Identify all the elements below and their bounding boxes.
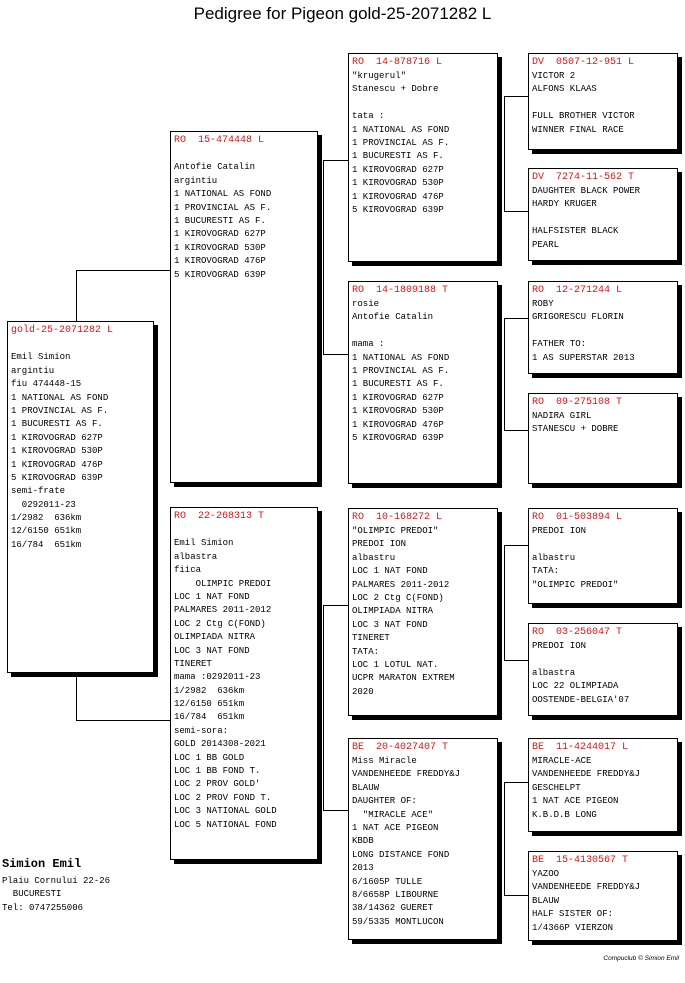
pigeon-card-sire-dam[interactable]: [348, 281, 498, 484]
pedigree-line: HALF SISTER OF:: [532, 909, 614, 920]
pedigree-line: ALFONS KLAAS: [532, 84, 597, 95]
pedigree-line: UCPR MARATON EXTREM: [352, 673, 455, 684]
ring-number: RO 03-256047 T: [532, 627, 623, 638]
pedigree-line: 2013: [352, 863, 374, 874]
pedigree-line: PALMARES 2011-2012: [352, 579, 450, 590]
pigeon-card-ggp-1[interactable]: [528, 53, 678, 150]
pedigree-line: PREDOI ION: [532, 526, 587, 536]
connector-line: [323, 605, 349, 606]
pedigree-line: 1/2982 636km: [11, 513, 82, 524]
pedigree-line: TATA:: [532, 566, 560, 577]
pedigree-line: VICTOR 2: [532, 71, 576, 81]
pedigree-line: 1 BUCURESTI AS F.: [352, 379, 444, 390]
connector-line: [504, 96, 528, 97]
pedigree-line: OLIMPIADA NITRA: [174, 632, 256, 643]
pedigree-line: PREDOI ION: [532, 641, 587, 651]
pedigree-line: LOC 3 NAT FOND: [174, 645, 250, 656]
pedigree-line: LOC 3 NAT FOND: [352, 619, 428, 630]
pedigree-line: semi-frate: [11, 486, 66, 497]
pedigree-line: "OLIMPIC PREDOI": [352, 526, 439, 536]
connector-line: [323, 160, 349, 161]
pedigree-line: PALMARES 2011-2012: [174, 605, 272, 616]
pedigree-line: [352, 97, 494, 110]
pedigree-line: albastru: [352, 552, 396, 563]
connector-line: [504, 660, 528, 661]
pedigree-line: "MIRACLE ACE": [352, 809, 434, 820]
pedigree-line: 1 PROVINCIAL AS F.: [352, 365, 450, 376]
pedigree-line: Stanescu + Dobre: [352, 84, 439, 95]
pedigree-line: 16/784 651km: [11, 539, 82, 550]
pedigree-line: albastra: [532, 667, 576, 678]
pedigree-line: MIRACLE-ACE: [532, 756, 592, 766]
pedigree-line: [532, 97, 674, 110]
pedigree-line: GESCHELPT: [532, 782, 581, 793]
connector-line: [323, 160, 324, 354]
pedigree-line: fiica: [174, 565, 202, 576]
pedigree-line: [352, 325, 494, 338]
pedigree-line: TINERET: [174, 658, 212, 669]
pedigree-line: 1 KIROVOGRAD 476P: [11, 459, 103, 470]
ring-number: gold-25-2071282 L: [11, 325, 114, 336]
connector-line: [504, 96, 505, 211]
pedigree-line: 1 PROVINCIAL AS F.: [11, 405, 109, 416]
pedigree-line: [174, 524, 314, 537]
pedigree-line: mama :0292011-23: [174, 672, 261, 683]
pedigree-line: VANDENHEEDE FREDDY&J: [532, 882, 641, 893]
pedigree-line: 1 KIROVOGRAD 627P: [11, 432, 103, 443]
pedigree-line: GOLD 2014308-2021: [174, 739, 266, 750]
ring-number: RO 12-271244 L: [532, 285, 623, 296]
pedigree-line: LOC 1 LOTUL NAT.: [352, 659, 439, 670]
pedigree-line: 1 NAT ACE PIGEON: [352, 822, 439, 833]
ring-number: RO 01-503894 L: [532, 512, 623, 523]
pedigree-line: PREDOI ION: [352, 539, 407, 550]
pedigree-line: 12/6150 651km: [174, 699, 245, 710]
pedigree-line: 1 BUCURESTI AS F.: [352, 151, 444, 162]
pedigree-line: OOSTENDE-BELGIA'07: [532, 694, 630, 705]
pedigree-line: OLIMPIC PREDOI: [174, 578, 272, 589]
pedigree-line: 1 KIROVOGRAD 627P: [352, 392, 444, 403]
pedigree-line: "krugerul": [352, 71, 407, 81]
pedigree-line: 5 KIROVOGRAD 639P: [352, 204, 444, 215]
pedigree-line: WINNER FINAL RACE: [532, 124, 624, 135]
connector-line: [504, 545, 528, 546]
pedigree-line: [532, 325, 674, 338]
pedigree-line: HALFSISTER BLACK: [532, 226, 619, 237]
pedigree-line: GRIGORESCU FLORIN: [532, 312, 624, 323]
pedigree-line: OLIMPIADA NITRA: [352, 606, 434, 617]
pedigree-line: 1 NATIONAL AS FOND: [11, 392, 109, 403]
pedigree-line: LOC 2 PROV FOND T.: [174, 792, 272, 803]
pedigree-line: LOC 22 OLIMPIADA: [532, 681, 619, 692]
pedigree-line: 12/6150 651km: [11, 526, 82, 537]
pedigree-line: 1 AS SUPERSTAR 2013: [532, 352, 635, 363]
pedigree-line: VANDENHEEDE FREDDY&J: [532, 769, 641, 780]
pedigree-line: 1/2982 636km: [174, 685, 245, 696]
pedigree-line: BLAUW: [532, 895, 560, 906]
pigeon-card-ggp-2[interactable]: [528, 168, 678, 261]
ring-number: RO 14-878716 L: [352, 57, 443, 68]
pedigree-line: mama :: [352, 339, 385, 350]
owner-phone: Tel: 0747255006: [2, 902, 84, 913]
pedigree-line: 1 BUCURESTI AS F.: [11, 419, 103, 430]
pedigree-line: 1 KIROVOGRAD 476P: [352, 191, 444, 202]
pedigree-line: 1 KIROVOGRAD 530P: [352, 406, 444, 417]
pigeon-card-dam-sire[interactable]: [348, 508, 498, 716]
pedigree-line: LOC 1 BB GOLD: [174, 752, 245, 763]
pedigree-line: FULL BROTHER VICTOR: [532, 111, 635, 122]
connector-line: [323, 354, 349, 355]
footer-credit: Compuclub © Simion Emil: [603, 955, 679, 962]
pedigree-line: LOC 2 Ctg C(FOND): [174, 618, 266, 629]
connector-line: [323, 605, 324, 810]
pedigree-line: 1 PROVINCIAL AS F.: [352, 137, 450, 148]
pedigree-line: 6/1605P TULLE: [352, 876, 423, 887]
pedigree-line: BLAUW: [352, 782, 380, 793]
pigeon-card-ggp-6[interactable]: [528, 623, 678, 716]
pedigree-line: Emil Simion: [11, 352, 71, 363]
pedigree-line: LOC 1 BB FOND T.: [174, 766, 261, 777]
pedigree-line: 1 NATIONAL AS FOND: [174, 189, 272, 200]
ring-number: BE 11-4244017 L: [532, 742, 629, 753]
pedigree-line: ROBY: [532, 299, 554, 309]
ring-number: RO 15-474448 L: [174, 135, 265, 146]
connector-line: [76, 720, 171, 721]
pedigree-line: 38/14362 GUERET: [352, 903, 434, 914]
pedigree-line: albastru: [532, 552, 576, 563]
pedigree-line: 1 KIROVOGRAD 627P: [352, 164, 444, 175]
pedigree-line: 8/6658P LIBOURNE: [352, 889, 439, 900]
ring-number: BE 20-4027407 T: [352, 742, 449, 753]
pedigree-line: [532, 212, 674, 225]
pedigree-line: 1 KIROVOGRAD 530P: [174, 242, 266, 253]
pedigree-line: 5 KIROVOGRAD 639P: [174, 269, 266, 280]
connector-line: [76, 672, 77, 720]
pedigree-line: argintiu: [174, 175, 218, 186]
pigeon-card-dam-dam[interactable]: [348, 738, 498, 940]
page-title: Pedigree for Pigeon gold-25-2071282 L: [193, 4, 492, 23]
ring-number: RO 09-275108 T: [532, 397, 623, 408]
pedigree-line: 1 NAT ACE PIGEON: [532, 796, 619, 807]
ring-number: BE 15-4130567 T: [532, 855, 629, 866]
pedigree-line: 1/4366P VIERZON: [532, 922, 614, 933]
pedigree-line: VANDENHEEDE FREDDY&J: [352, 769, 461, 780]
pedigree-line: albastra: [174, 551, 218, 562]
pedigree-line: FATHER TO:: [532, 339, 587, 350]
pedigree-line: "OLIMPIC PREDOI": [532, 579, 619, 590]
pigeon-card-ggp-5[interactable]: [528, 508, 678, 604]
pedigree-line: Emil Simion: [174, 538, 234, 549]
ring-number: RO 22-268313 T: [174, 511, 265, 522]
pedigree-line: 1 PROVINCIAL AS F.: [174, 202, 272, 213]
connector-line: [504, 318, 528, 319]
pedigree-line: 1 KIROVOGRAD 530P: [352, 178, 444, 189]
ring-number: RO 14-1809188 T: [352, 285, 449, 296]
ring-number: RO 10-168272 L: [352, 512, 443, 523]
pedigree-line: 2020: [352, 686, 374, 697]
connector-line: [504, 782, 528, 783]
pedigree-line: LONG DISTANCE FOND: [352, 849, 450, 860]
pigeon-card-ggp-8[interactable]: [528, 851, 678, 941]
pedigree-line: KBDB: [352, 836, 374, 847]
connector-line: [504, 895, 528, 896]
pedigree-line: 1 KIROVOGRAD 476P: [352, 419, 444, 430]
pedigree-line: Antofie Catalin: [352, 312, 434, 323]
pedigree-line: TATA:: [352, 646, 380, 657]
pedigree-line: rosie: [352, 299, 380, 309]
pedigree-line: LOC 1 NAT FOND: [352, 566, 428, 577]
pedigree-line: 1 KIROVOGRAD 530P: [11, 446, 103, 457]
pedigree-line: 0292011-23: [11, 499, 76, 510]
pedigree-line: HARDY KRUGER: [532, 199, 597, 210]
pigeon-card-dam[interactable]: [170, 507, 318, 860]
pedigree-line: LOC 3 NATIONAL GOLD: [174, 806, 277, 817]
connector-line: [504, 211, 528, 212]
pedigree-line: PEARL: [532, 239, 560, 250]
pedigree-line: Miss Miracle: [352, 756, 417, 766]
pedigree-line: 1 BUCURESTI AS F.: [174, 215, 266, 226]
pedigree-line: LOC 2 Ctg C(FOND): [352, 592, 444, 603]
pedigree-line: tata :: [352, 111, 385, 122]
pedigree-line: LOC 5 NATIONAL FOND: [174, 819, 277, 830]
pedigree-line: [532, 653, 674, 666]
pedigree-line: semi-sora:: [174, 725, 229, 736]
pedigree-line: DAUGHTER BLACK POWER: [532, 186, 641, 196]
connector-line: [504, 318, 505, 430]
pedigree-line: 5 KIROVOGRAD 639P: [352, 432, 444, 443]
connector-line: [504, 430, 528, 431]
pigeon-card-ggp-4[interactable]: [528, 393, 678, 484]
pedigree-line: 59/5335 MONTLUCON: [352, 916, 444, 927]
owner-address-line: Plaiu Cornului 22-26: [2, 876, 111, 886]
pedigree-line: LOC 1 NAT FOND: [174, 591, 250, 602]
pedigree-line: [11, 338, 150, 351]
connector-line: [76, 270, 77, 322]
pedigree-line: LOC 2 PROV GOLD': [174, 779, 261, 790]
owner-name: Simion Emil: [2, 857, 82, 871]
pigeon-card-ggp-3[interactable]: [528, 281, 678, 374]
connector-line: [504, 782, 505, 895]
ring-number: DV 7274-11-562 T: [532, 172, 635, 183]
connector-line: [76, 270, 171, 271]
pigeon-card-subject[interactable]: [7, 321, 154, 673]
connector-line: [504, 545, 505, 660]
pedigree-line: 1 KIROVOGRAD 627P: [174, 229, 266, 240]
pedigree-line: 1 NATIONAL AS FOND: [352, 124, 450, 135]
pedigree-line: 16/784 651km: [174, 712, 245, 723]
pedigree-line: STANESCU + DOBRE: [532, 424, 619, 435]
pedigree-line: TINERET: [352, 633, 390, 644]
pedigree-line: K.B.D.B LONG: [532, 809, 597, 820]
owner-address-line: BUCURESTI: [2, 889, 62, 900]
pedigree-line: YAZOO: [532, 869, 560, 879]
owner-info: [2, 857, 110, 915]
connector-line: [323, 810, 349, 811]
pedigree-line: [532, 538, 674, 551]
pedigree-line: NADIRA GIRL: [532, 411, 592, 421]
pigeon-card-sire-sire[interactable]: [348, 53, 498, 262]
pedigree-line: argintiu: [11, 365, 55, 376]
pedigree-line: 5 KIROVOGRAD 639P: [11, 472, 103, 483]
ring-number: DV 0507-12-951 L: [532, 57, 635, 68]
pigeon-card-ggp-7[interactable]: [528, 738, 678, 832]
pedigree-line: [174, 148, 314, 161]
pedigree-line: Antofie Catalin: [174, 162, 256, 173]
pigeon-card-sire[interactable]: [170, 131, 318, 483]
pedigree-line: 1 KIROVOGRAD 476P: [174, 256, 266, 267]
pedigree-line: fiu 474448-15: [11, 379, 82, 390]
pedigree-line: 1 NATIONAL AS FOND: [352, 352, 450, 363]
pedigree-line: DAUGHTER OF:: [352, 796, 417, 807]
